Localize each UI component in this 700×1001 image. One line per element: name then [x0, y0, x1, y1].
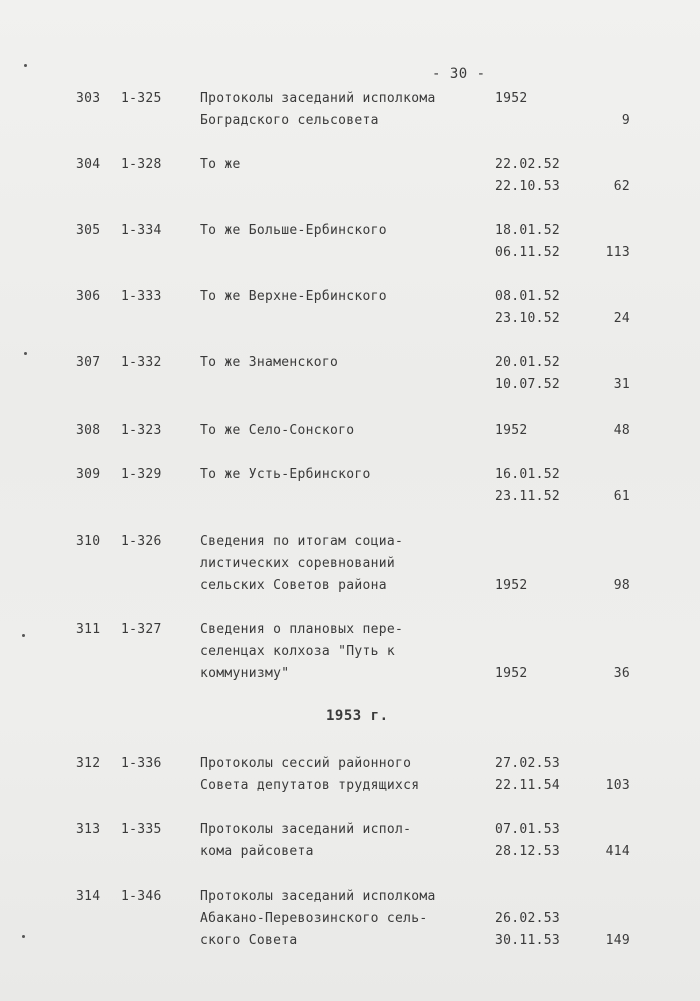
- entry-code: 1-328: [121, 157, 162, 172]
- entry-number: 308: [76, 423, 101, 438]
- entry-sheet-count: 31: [613, 377, 630, 392]
- date-line: [495, 641, 528, 663]
- date-line: 27.02.53: [495, 756, 561, 771]
- description-line: Протоколы заседаний исполкома: [200, 91, 436, 106]
- date-line: [495, 886, 560, 908]
- entry-sheet-count: 113: [605, 245, 630, 260]
- entry-sheet-count: 103: [605, 778, 630, 793]
- date-line: 1952: [495, 666, 528, 681]
- description-line: Сведения о плановых пере-: [200, 622, 404, 637]
- entry-code: 1-323: [121, 423, 162, 438]
- entry-sheet-count: 9: [621, 113, 630, 128]
- description-line: То же: [200, 157, 241, 172]
- description-line: ского Совета: [200, 933, 298, 948]
- date-line: 07.01.53: [495, 822, 561, 837]
- entry-number: 307: [76, 355, 101, 370]
- description-line: Протоколы заседаний исполкома: [200, 889, 436, 904]
- entry-description: [200, 286, 387, 308]
- entry-sheet-count: 24: [613, 311, 630, 326]
- date-line: 06.11.52: [495, 245, 561, 260]
- date-line: [495, 531, 528, 553]
- entry-description: [200, 753, 419, 797]
- date-line: 10.07.52: [495, 377, 561, 392]
- description-line: селенцах колхоза "Путь к: [200, 644, 396, 659]
- description-line: листических соревнований: [200, 556, 396, 571]
- entry-dates: [495, 753, 560, 797]
- date-line: 18.01.52: [495, 223, 561, 238]
- entry-number: 305: [76, 223, 101, 238]
- entry-description: [200, 464, 371, 486]
- entry-description: [200, 88, 436, 132]
- entry-dates: [495, 886, 560, 952]
- entry-number: 313: [76, 822, 101, 837]
- entry-code: 1-332: [121, 355, 162, 370]
- entry-description: [200, 420, 354, 442]
- entry-sheet-count: 36: [613, 666, 630, 681]
- entry-sheet-count: 62: [613, 179, 630, 194]
- entry-number: 303: [76, 91, 101, 106]
- entry-number: 309: [76, 467, 101, 482]
- date-line: 1952: [495, 578, 528, 593]
- date-line: 16.01.52: [495, 467, 561, 482]
- entry-sheet-count: 48: [613, 423, 630, 438]
- entry-number: 312: [76, 756, 101, 771]
- entry-dates: [495, 286, 560, 330]
- speck-decoration: [22, 634, 25, 637]
- date-line: 26.02.53: [495, 911, 561, 926]
- speck-decoration: [24, 352, 27, 355]
- speck-decoration: [22, 935, 25, 938]
- date-line: 1952: [495, 91, 528, 106]
- description-line: коммунизму": [200, 666, 290, 681]
- entry-dates: [495, 154, 560, 198]
- description-line: То же Село-Сонского: [200, 423, 355, 438]
- description-line: То же Знаменского: [200, 355, 339, 370]
- entry-number: 311: [76, 622, 101, 637]
- entry-code: 1-329: [121, 467, 162, 482]
- date-line: 22.10.53: [495, 179, 561, 194]
- description-line: сельских Советов района: [200, 578, 387, 593]
- date-line: [495, 553, 528, 575]
- entry-dates: [495, 619, 528, 685]
- entry-code: 1-333: [121, 289, 162, 304]
- entry-dates: [495, 220, 560, 264]
- date-line: 20.01.52: [495, 355, 561, 370]
- description-line: Боградского сельсовета: [200, 113, 379, 128]
- description-line: Протоколы заседаний испол-: [200, 822, 412, 837]
- date-line: 22.11.54: [495, 778, 561, 793]
- entry-sheet-count: 61: [613, 489, 630, 504]
- description-line: Сведения по итогам социа-: [200, 534, 404, 549]
- entry-sheet-count: 149: [605, 933, 630, 948]
- date-line: 1952: [495, 423, 528, 438]
- entry-code: 1-334: [121, 223, 162, 238]
- speck-decoration: [24, 64, 27, 67]
- section-year-heading: 1953 г.: [326, 708, 389, 724]
- entry-code: 1-326: [121, 534, 162, 549]
- entry-description: [200, 352, 338, 374]
- entry-description: [200, 886, 436, 952]
- entry-description: [200, 154, 241, 176]
- entry-description: [200, 819, 411, 863]
- date-line: 23.10.52: [495, 311, 561, 326]
- entry-description: [200, 220, 387, 242]
- entry-number: 306: [76, 289, 101, 304]
- date-line: 22.02.52: [495, 157, 561, 172]
- entry-dates: [495, 819, 560, 863]
- date-line: 23.11.52: [495, 489, 561, 504]
- page-number: - 30 -: [432, 66, 486, 82]
- entry-number: 310: [76, 534, 101, 549]
- entry-sheet-count: 414: [605, 844, 630, 859]
- entry-number: 314: [76, 889, 101, 904]
- entry-description: [200, 619, 403, 685]
- description-line: То же Верхне-Ербинского: [200, 289, 387, 304]
- entry-code: 1-335: [121, 822, 162, 837]
- entry-code: 1-336: [121, 756, 162, 771]
- description-line: То же Больше-Ербинского: [200, 223, 387, 238]
- date-line: 30.11.53: [495, 933, 561, 948]
- entry-dates: [495, 531, 528, 597]
- entry-dates: [495, 464, 560, 508]
- entry-code: 1-325: [121, 91, 162, 106]
- entry-code: 1-346: [121, 889, 162, 904]
- entry-sheet-count: 98: [613, 578, 630, 593]
- entry-dates: [495, 352, 560, 396]
- date-line: 08.01.52: [495, 289, 561, 304]
- entry-dates: [495, 420, 528, 442]
- entry-number: 304: [76, 157, 101, 172]
- entry-dates: [495, 88, 528, 110]
- date-line: 28.12.53: [495, 844, 561, 859]
- description-line: Совета депутатов трудящихся: [200, 778, 420, 793]
- description-line: Абакано-Перевозинского сель-: [200, 911, 428, 926]
- entry-description: [200, 531, 403, 597]
- description-line: Протоколы сессий районного: [200, 756, 412, 771]
- description-line: То же Усть-Ербинского: [200, 467, 371, 482]
- date-line: [495, 619, 528, 641]
- entry-code: 1-327: [121, 622, 162, 637]
- description-line: кома райсовета: [200, 844, 314, 859]
